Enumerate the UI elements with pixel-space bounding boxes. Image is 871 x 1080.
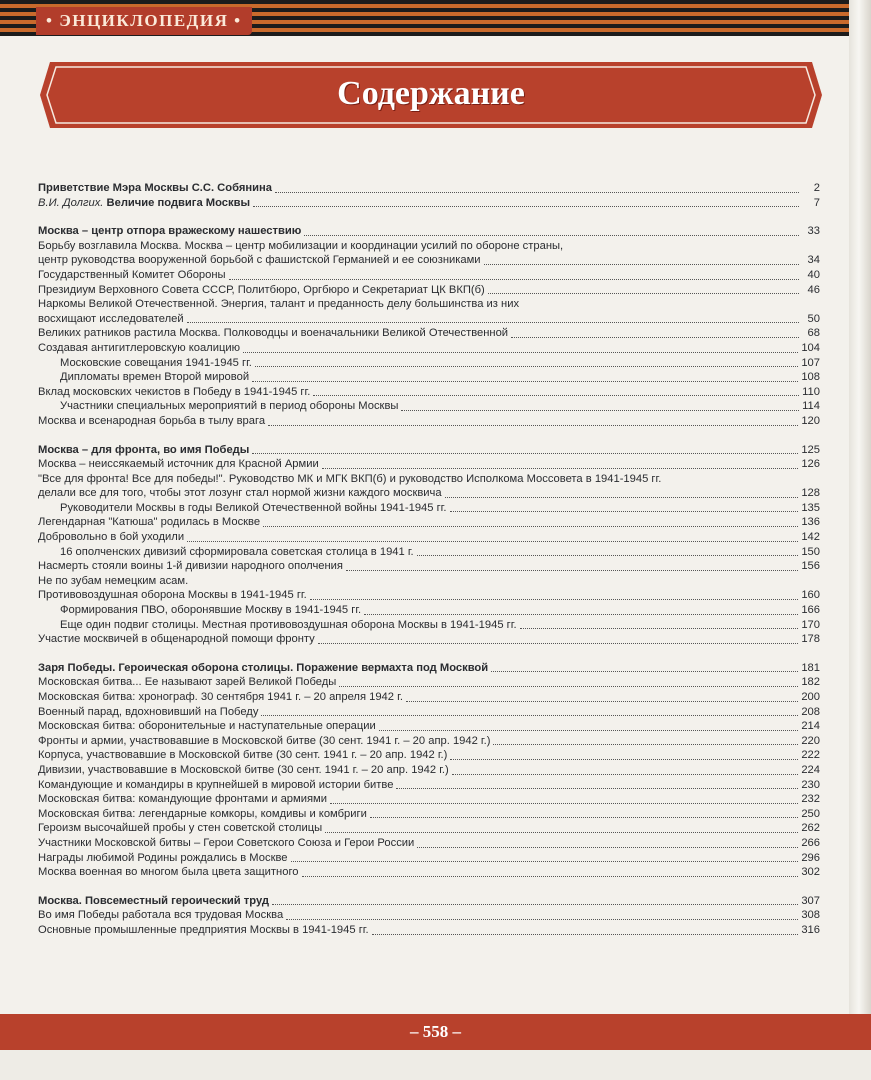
- toc-entry: [38, 399, 820, 414]
- toc-page-number: 224: [801, 763, 820, 776]
- toc-leader-dots: [243, 352, 798, 353]
- toc-entry: [38, 268, 820, 283]
- toc-page-number: 68: [807, 327, 820, 340]
- toc-page-number: 104: [801, 341, 820, 354]
- toc-entry: [38, 385, 820, 400]
- toc-entry-title: "Все для фронта! Все для победы!". Руководство МК и МГК ВКП(б) и руководство Исполкома Моссовета в 1941-1945 гг.: [38, 472, 662, 485]
- toc-leader-dots: [450, 511, 799, 512]
- toc-leader-dots: [445, 497, 799, 498]
- toc-entry: [38, 574, 820, 589]
- toc-leader-dots: [364, 614, 798, 615]
- toc-page-number: 150: [801, 545, 820, 558]
- toc-entry: [38, 821, 820, 836]
- toc-entry: [38, 559, 820, 574]
- toc-entry: [38, 457, 820, 472]
- encyclopedia-label: • ЭНЦИКЛОПЕДИЯ •: [36, 7, 252, 35]
- toc-entry-title: Приветствие Мэра Москвы С.С. Собянина: [38, 182, 273, 194]
- toc-entry-title: Насмерть стояли воины 1-й дивизии народного ополчения: [38, 560, 343, 573]
- toc-entry-title: Руководители Москвы в годы Великой Отечественной войны 1941-1945 гг.: [60, 501, 447, 514]
- toc-entry-title: Основные промышленные предприятия Москвы в 1941-1945 гг.: [38, 923, 369, 936]
- toc-leader-dots: [252, 453, 798, 454]
- toc-entry: [38, 239, 820, 254]
- toc-entry-title: Наркомы Великой Отечественной. Энергия, талант и преданность делу большинства из них: [38, 298, 520, 311]
- toc-section-gap: [38, 210, 820, 224]
- toc-leader-dots: [379, 730, 799, 731]
- toc-leader-dots: [488, 293, 799, 294]
- toc-leader-dots: [304, 235, 799, 236]
- toc-entry-title: Московские совещания 1941-1945 гг.: [60, 356, 252, 369]
- toc-entry-title: Противовоздушная оборона Москвы в 1941-1945 гг.: [38, 589, 307, 602]
- toc-entry-title: Командующие и командиры в крупнейшей в мировой истории битве: [38, 778, 394, 791]
- toc-page-number: 136: [801, 516, 820, 529]
- toc-entry: [38, 283, 820, 298]
- toc-entry-title: Заря Победы. Героическая оборона столицы. Поражение вермахта под Москвой: [38, 661, 489, 674]
- toc-page-number: 302: [801, 866, 820, 879]
- toc-title-text: Величие подвига Москвы: [106, 196, 251, 209]
- toc-entry-title: восхищают исследователей: [38, 312, 184, 325]
- toc-entry-title: 16 ополченских дивизий сформировала советская столица в 1941 г.: [60, 545, 414, 558]
- toc-section-gap: [38, 429, 820, 443]
- toc-leader-dots: [491, 671, 798, 672]
- toc-entry-title: Москва. Повсеместный героический труд: [38, 894, 270, 907]
- toc-section-gap: [38, 647, 820, 661]
- toc-entry-title: Награды любимой Родины рождались в Москве: [38, 851, 288, 864]
- toc-leader-dots: [268, 425, 798, 426]
- toc-entry-title: Московская битва: хронограф. 30 сентября 1941 г. – 20 апреля 1942 г.: [38, 691, 403, 703]
- toc-entry-title: центр руководства вооруженной борьбой с фашистской Германией и ее союзниками: [38, 254, 481, 267]
- toc-entry-title: делали все для того, чтобы этот лозунг стал нормой жизни каждого москвича: [38, 487, 442, 500]
- toc-section-heading: [38, 196, 820, 211]
- toc-entry-title: Москва – центр отпора вражескому нашествию: [38, 225, 302, 238]
- toc-entry-title: Добровольно в бой уходили: [38, 531, 185, 544]
- toc-leader-dots: [252, 381, 798, 382]
- toc-leader-dots: [310, 599, 799, 600]
- toc-entry-title: Вклад московских чекистов в Победу в 1941-1945 гг.: [38, 385, 311, 398]
- toc-entry-title: Президиум Верховного Совета СССР, Политбюро, Оргбюро и Секретариат ЦК ВКП(б): [38, 283, 485, 296]
- toc-entry-title: Москва и всенародная борьба в тылу врага: [38, 414, 266, 427]
- toc-page-number: 46: [807, 283, 820, 296]
- toc-page-number: 114: [802, 400, 820, 413]
- toc-entry: [38, 618, 820, 633]
- toc-leader-dots: [318, 643, 799, 644]
- toc-page-number: 33: [807, 225, 820, 238]
- toc-entry: [38, 356, 820, 371]
- toc-page-number: 296: [801, 851, 820, 864]
- toc-entry: [38, 836, 820, 851]
- toc-entry: [38, 501, 820, 516]
- toc-leader-dots: [417, 555, 799, 556]
- toc-leader-dots: [253, 206, 799, 207]
- toc-entry: [38, 297, 820, 312]
- table-of-contents: [38, 181, 820, 938]
- toc-entry-title: Создавая антигитлеровскую коалицию: [38, 341, 241, 354]
- toc-page-number: 307: [801, 894, 820, 907]
- page-bottom: [0, 1050, 871, 1080]
- toc-leader-dots: [520, 628, 799, 629]
- toc-page-number: 181: [801, 661, 820, 674]
- toc-leader-dots: [370, 817, 799, 818]
- toc-entry-title: Участие москвичей в общенародной помощи фронту: [38, 633, 315, 646]
- toc-entry-title: Не по зубам немецким асам.: [38, 574, 189, 587]
- page-title: Содержание: [337, 75, 525, 112]
- toc-leader-dots: [339, 686, 798, 687]
- toc-leader-dots: [272, 904, 798, 905]
- toc-leader-dots: [286, 919, 798, 920]
- toc-entry-title: [38, 196, 250, 211]
- toc-author: В.И. Долгих.: [38, 196, 104, 209]
- toc-leader-dots: [372, 934, 799, 935]
- toc-entry-title: Московская битва: легендарные комкоры, комдивы и комбриги: [38, 807, 367, 820]
- toc-entry-title: Великих ратников растила Москва. Полководцы и военачальники Великой Отечественной: [38, 327, 509, 340]
- toc-leader-dots: [302, 876, 799, 877]
- toc-entry: [38, 719, 820, 734]
- toc-entry: [38, 312, 820, 327]
- toc-section-heading: [38, 224, 820, 239]
- toc-page-number: 230: [801, 778, 820, 791]
- page-number: – 558 –: [410, 1022, 461, 1041]
- toc-leader-dots: [187, 541, 798, 542]
- toc-page-number: 266: [801, 836, 820, 849]
- toc-entry-title: Московская битва: оборонительные и наступательные операции: [38, 720, 376, 733]
- toc-leader-dots: [417, 847, 798, 848]
- toc-entry: [38, 414, 820, 429]
- toc-entry: [38, 530, 820, 545]
- toc-leader-dots: [484, 264, 799, 265]
- toc-entry: [38, 472, 820, 487]
- toc-page-number: 40: [807, 268, 820, 281]
- toc-leader-dots: [452, 774, 799, 775]
- toc-entry: [38, 865, 820, 880]
- toc-page-number: 120: [801, 414, 820, 427]
- toc-entry: [38, 851, 820, 866]
- toc-page-number: 166: [801, 604, 820, 617]
- toc-leader-dots: [187, 322, 799, 323]
- toc-entry-title: Москва – неиссякаемый источник для Красной Армии: [38, 458, 319, 471]
- toc-leader-dots: [229, 279, 799, 280]
- toc-page-number: 200: [801, 691, 820, 703]
- toc-entry: [38, 370, 820, 385]
- toc-page-number: 250: [801, 807, 820, 820]
- toc-leader-dots: [263, 526, 798, 527]
- toc-page-number: 2: [813, 182, 820, 194]
- toc-entry-title: Государственный Комитет Обороны: [38, 268, 226, 281]
- toc-entry: [38, 632, 820, 647]
- toc-page-number: 110: [802, 385, 820, 398]
- toc-section-heading: [38, 443, 820, 458]
- toc-page-number: 125: [801, 443, 820, 456]
- toc-page-number: 142: [801, 531, 820, 544]
- toc-leader-dots: [275, 192, 799, 193]
- toc-leader-dots: [493, 744, 798, 745]
- toc-leader-dots: [255, 366, 798, 367]
- toc-page-number: 170: [801, 618, 820, 631]
- toc-entry-title: Москва – для фронта, во имя Победы: [38, 443, 250, 456]
- toc-page-number: 34: [807, 254, 820, 267]
- toc-entry-title: Корпуса, участвовавшие в Московской битве (30 сент. 1941 г. – 20 апр. 1942 г.): [38, 749, 448, 762]
- toc-entry: [38, 807, 820, 822]
- toc-entry: [38, 545, 820, 560]
- toc-entry: [38, 734, 820, 749]
- toc-leader-dots: [322, 468, 799, 469]
- toc-entry: [38, 341, 820, 356]
- toc-entry-title: Военный парад, вдохновивший на Победу: [38, 705, 259, 718]
- toc-entry-title: Фронты и армии, участвовавшие в Московской битве (30 сент. 1941 г. – 20 апр. 1942 г.): [38, 734, 491, 747]
- toc-entry: [38, 748, 820, 763]
- toc-page-number: 126: [801, 458, 820, 471]
- toc-entry-title: Борьбу возглавила Москва. Москва – центр мобилизации и координации усилий по обороне страны,: [38, 239, 564, 252]
- toc-leader-dots: [511, 337, 799, 338]
- toc-leader-dots: [325, 832, 798, 833]
- toc-entry-title: Дипломаты времен Второй мировой: [60, 371, 250, 384]
- toc-page-number: 232: [801, 793, 820, 806]
- toc-leader-dots: [330, 803, 798, 804]
- toc-entry: [38, 326, 820, 341]
- toc-page-number: 160: [801, 589, 820, 602]
- toc-leader-dots: [291, 861, 799, 862]
- toc-entry-title: Московская битва: командующие фронтами и армиями: [38, 793, 327, 806]
- toc-entry: [38, 792, 820, 807]
- toc-entry-title: Еще один подвиг столицы. Местная противовоздушная оборона Москвы в 1941-1945 гг.: [60, 618, 517, 631]
- toc-page-number: 220: [801, 734, 820, 747]
- toc-section-heading: [38, 894, 820, 909]
- toc-leader-dots: [396, 788, 798, 789]
- toc-leader-dots: [261, 715, 798, 716]
- toc-entry: [38, 690, 820, 705]
- toc-entry: [38, 588, 820, 603]
- toc-entry-title: Участники специальных мероприятий в период обороны Москвы: [60, 400, 399, 413]
- page-edge: [849, 0, 871, 1080]
- toc-entry: [38, 908, 820, 923]
- toc-page-number: 316: [801, 923, 820, 936]
- toc-page-number: 222: [801, 749, 820, 762]
- toc-leader-dots: [401, 410, 799, 411]
- toc-page-number: 208: [801, 705, 820, 718]
- toc-entry: [38, 778, 820, 793]
- toc-entry-title: Московская битва... Ее называют зарей Великой Победы: [38, 676, 337, 689]
- toc-page-number: 156: [801, 560, 820, 573]
- toc-page-number: 262: [801, 822, 820, 835]
- toc-entry: [38, 515, 820, 530]
- toc-entry-title: Героизм высочайшей пробы у стен советской столицы: [38, 822, 323, 835]
- toc-leader-dots: [313, 395, 799, 396]
- toc-page-number: 214: [801, 720, 820, 733]
- toc-page-number: 128: [801, 487, 820, 500]
- toc-leader-dots: [406, 701, 798, 702]
- toc-page-number: 135: [801, 501, 820, 514]
- toc-page-number: 7: [813, 196, 820, 209]
- toc-page-number: 308: [801, 909, 820, 922]
- toc-entry-title: Легендарная "Катюша" родилась в Москве: [38, 516, 261, 529]
- toc-leader-dots: [346, 570, 798, 571]
- toc-page-number: 107: [801, 356, 820, 369]
- toc-entry-title: Дивизии, участвовавшие в Московской битве (30 сент. 1941 г. – 20 апр. 1942 г.): [38, 763, 449, 776]
- toc-entry: [38, 253, 820, 268]
- toc-section-heading: [38, 181, 820, 196]
- toc-page-number: 108: [801, 371, 820, 384]
- toc-page-number: 182: [801, 676, 820, 689]
- toc-section-heading: [38, 661, 820, 676]
- toc-leader-dots: [450, 759, 798, 760]
- toc-entry: [38, 923, 820, 938]
- toc-entry: [38, 486, 820, 501]
- toc-page-number: 178: [801, 633, 820, 646]
- toc-entry: [38, 603, 820, 618]
- toc-entry-title: Москва военная во многом была цвета защитного: [38, 866, 299, 879]
- toc-section-gap: [38, 880, 820, 894]
- toc-entry-title: Формирования ПВО, оборонявшие Москву в 1941-1945 гг.: [60, 604, 362, 617]
- toc-entry: [38, 675, 820, 690]
- toc-entry-title: Участники Московской битвы – Герои Советского Союза и Герои России: [38, 836, 415, 849]
- toc-page-number: 50: [807, 312, 820, 325]
- title-banner: [36, 58, 826, 132]
- toc-entry: [38, 705, 820, 720]
- toc-entry: [38, 763, 820, 778]
- toc-entry-title: Во имя Победы работала вся трудовая Москва: [38, 909, 284, 922]
